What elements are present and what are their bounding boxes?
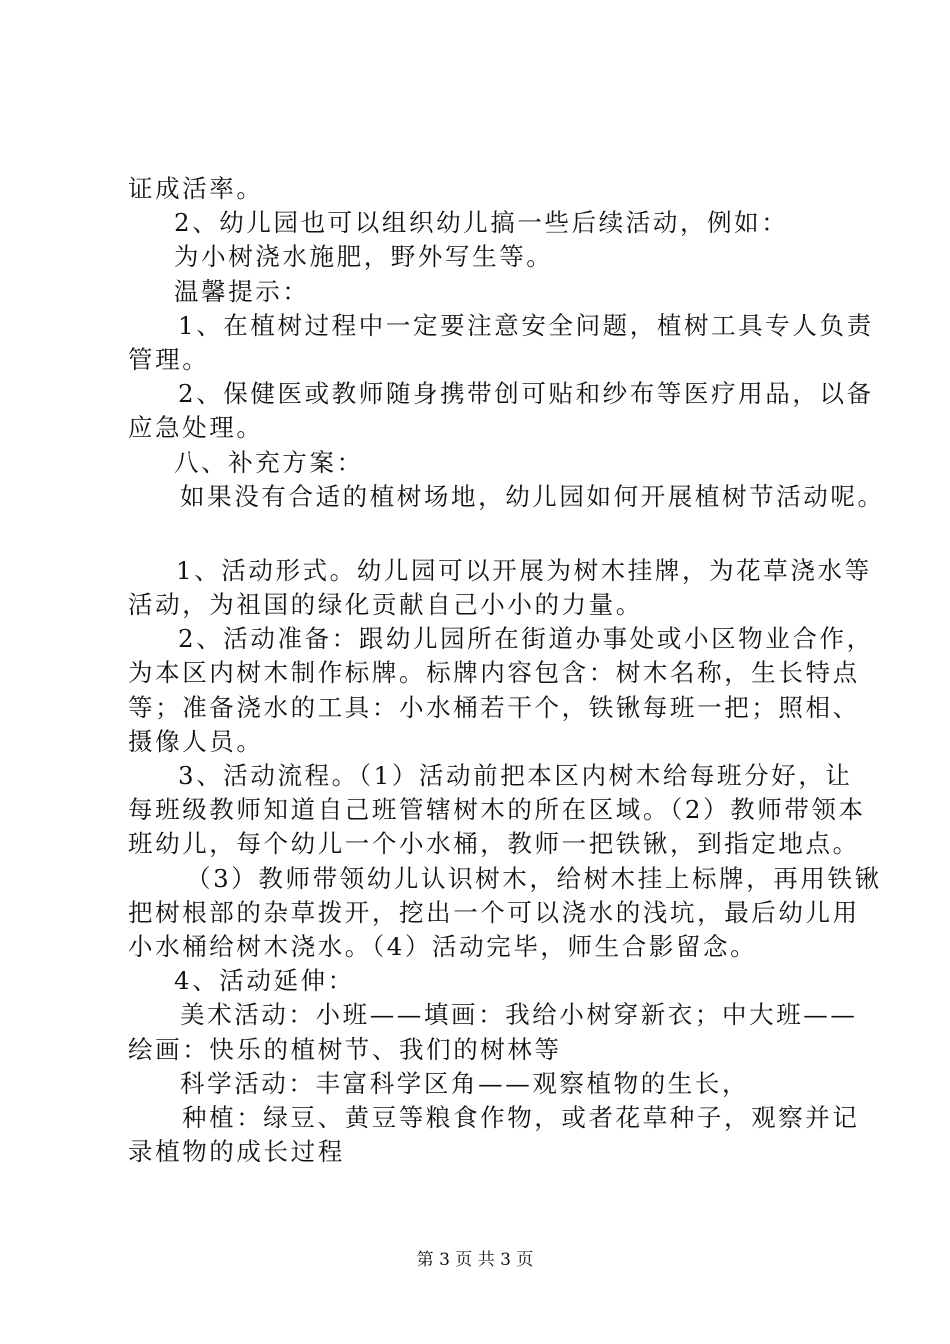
text-line: 为本区内树木制作标牌。标牌内容包含：树木名称，生长特点 xyxy=(128,658,860,688)
text-line: 2、幼儿园也可以组织幼儿搞一些后续活动，例如： xyxy=(174,208,789,238)
text-line: 3、活动流程。（1）活动前把本区内树木给每班分好，让 xyxy=(178,761,853,790)
text-line: 证成活率。 xyxy=(128,174,264,203)
text-line: 如果没有合适的植树场地，幼儿园如何开展植树节活动呢。 xyxy=(180,481,885,511)
text-line: 班幼儿，每个幼儿一个小水桶，教师一把铁锹，到指定地点。 xyxy=(128,829,860,859)
blank-line xyxy=(128,514,850,554)
text-line: 绘画：快乐的植树节、我们的树林等 xyxy=(128,1034,562,1064)
text-line: 4、活动延伸： xyxy=(174,966,355,996)
document-body xyxy=(128,172,885,1169)
text-line: 科学活动：丰富科学区角——观察植物的生长， xyxy=(180,1068,750,1098)
text-line: 种植：绿豆、黄豆等粮食作物，或者花草种子，观察并记 xyxy=(182,1102,860,1132)
page-footer: 第 3 页 共 3 页 xyxy=(416,1250,534,1270)
text-line: 1、在植树过程中一定要注意安全问题，植树工具专人负责 xyxy=(178,310,874,340)
text-line: 2、保健医或教师随身携带创可贴和纱布等医疗用品，以备 xyxy=(178,379,874,409)
text-line: 把树根部的杂草拨开，挖出一个可以浇水的浅坑，最后幼儿用 xyxy=(128,897,860,927)
text-line: 录植物的成长过程 xyxy=(128,1137,345,1167)
text-line: 小水桶给树木浇水。（4）活动完毕，师生合影留念。 xyxy=(128,931,758,961)
text-line: 2、活动准备：跟幼儿园所在街道办事处或小区物业合作， xyxy=(178,624,874,654)
text-line: 摄像人员。 xyxy=(128,726,264,756)
text-line: 八、补充方案： xyxy=(174,447,364,477)
text-line: 温馨提示： xyxy=(174,276,310,306)
text-line: 美术活动：小班——填画：我给小树穿新衣；中大班—— xyxy=(180,1000,858,1030)
text-line: 活动，为祖国的绿化贡献自己小小的力量。 xyxy=(128,590,643,620)
text-line: （3）教师带领幼儿认识树木，给树木挂上标牌，再用铁锹 xyxy=(186,863,882,893)
text-line: 1、活动形式。幼儿园可以开展为树木挂牌，为花草浇水等 xyxy=(176,555,872,585)
text-line: 等；准备浇水的工具：小水桶若干个，铁锹每班一把；照相、 xyxy=(128,692,860,722)
text-line: 管理。 xyxy=(128,344,210,374)
text-line: 每班级教师知道自己班管辖树木的所在区域。（2）教师带领本 xyxy=(128,795,866,825)
text-line: 应急处理。 xyxy=(128,413,264,443)
text-line: 为小树浇水施肥，野外写生等。 xyxy=(174,242,554,272)
